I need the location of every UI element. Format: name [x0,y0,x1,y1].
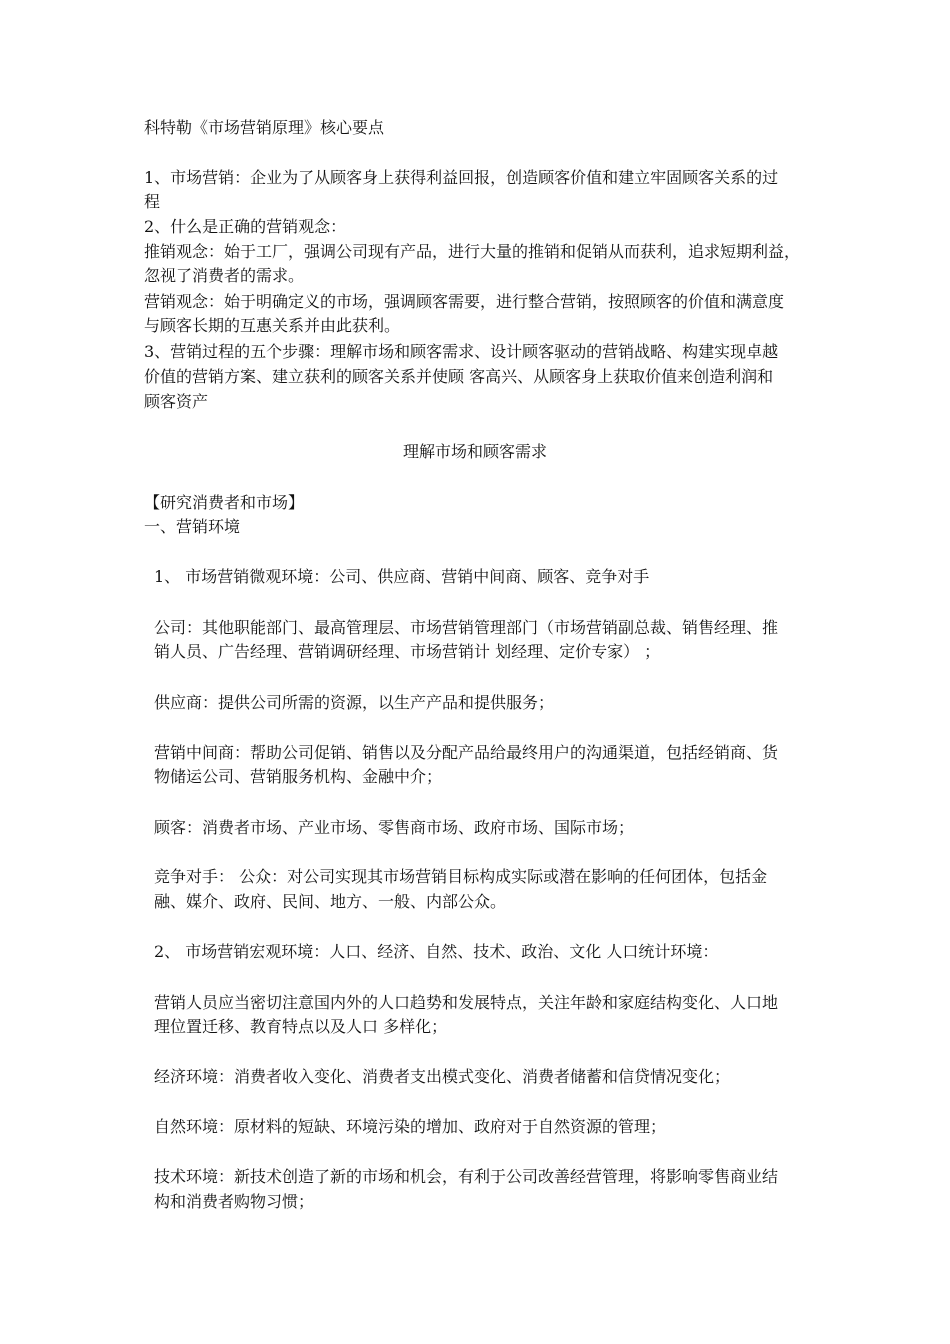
paragraph-line: 价值的营销方案、建立获利的顾客关系并使顾 客高兴、从顾客身上获取价值来创造利润和 [144,367,774,386]
paragraph-line: 销人员、广告经理、营销调研经理、市场营销计 划经理、定价专家） ； [154,642,661,661]
section-heading: 理解市场和顾客需求 [402,442,547,461]
paragraph-line: 程 [144,192,161,211]
paragraph-line: 技术环境：新技术创造了新的市场和机会，有利于公司改善经营管理，将影响零售商业结 [154,1167,779,1186]
paragraph-line: 经济环境：消费者收入变化、消费者支出模式变化、消费者储蓄和信贷情况变化； [154,1067,731,1086]
paragraph-line: 1、 市场营销微观环境：公司、供应商、营销中间商、顾客、竞争对手 [154,567,650,586]
document-title: 科特勒《市场营销原理》核心要点 [144,118,385,137]
paragraph-line: 物储运公司、营销服务机构、金融中介； [154,767,443,786]
paragraph-line: 融、媒介、政府、民间、地方、一般、内部公众。 [154,892,507,911]
paragraph-line: 构和消费者购物习惯； [154,1192,315,1211]
paragraph-line: 顾客：消费者市场、产业市场、零售商市场、政府市场、国际市场； [154,818,635,837]
paragraph-line: 顾客资产 [144,392,209,411]
paragraph-line: 与顾客长期的互惠关系并由此获利。 [144,316,401,335]
paragraph-line: 自然环境：原材料的短缺、环境污染的增加、政府对于自然资源的管理； [154,1117,667,1136]
sub-heading: 一、营销环境 [144,517,241,536]
paragraph-line: 营销人员应当密切注意国内外的人口趋势和发展特点，关注年龄和家庭结构变化、人口地 [154,993,779,1012]
paragraph-line: 营销观念：始于明确定义的市场，强调顾客需要，进行整合营销，按照顾客的价值和满意度 [144,292,785,311]
paragraph-line: 营销中间商：帮助公司促销、销售以及分配产品给最终用户的沟通渠道，包括经销商、货 [154,743,779,762]
paragraph-line: 推销观念：始于工厂，强调公司现有产品，进行大量的推销和促销从而获利，追求短期利益， [144,242,801,261]
paragraph-line: 忽视了消费者的需求。 [144,266,305,285]
paragraph-line: 公司：其他职能部门、最高管理层、市场营销管理部门（市场营销副总裁、销售经理、推 [154,618,779,637]
paragraph-line: 理位置迁移、教育特点以及人口 多样化； [154,1017,448,1036]
paragraph-line: 3、营销过程的五个步骤：理解市场和顾客需求、设计顾客驱动的营销战略、构建实现卓越 [144,342,779,361]
paragraph-line: 1、市场营销：企业为了从顾客身上获得利益回报，创造顾客价值和建立牢固顾客关系的过 [144,168,779,187]
paragraph-line: 2、 市场营销宏观环境：人口、经济、自然、技术、政治、文化 人口统计环境： [154,942,719,961]
paragraph-line: 竞争对手： 公众：对公司实现其市场营销目标构成实际或潜在影响的任何团体，包括金 [154,867,768,886]
bracket-heading: 【研究消费者和市场】 [144,493,305,512]
paragraph-line: 2、什么是正确的营销观念： [144,217,347,236]
paragraph-line: 供应商：提供公司所需的资源，以生产产品和提供服务； [154,693,555,712]
